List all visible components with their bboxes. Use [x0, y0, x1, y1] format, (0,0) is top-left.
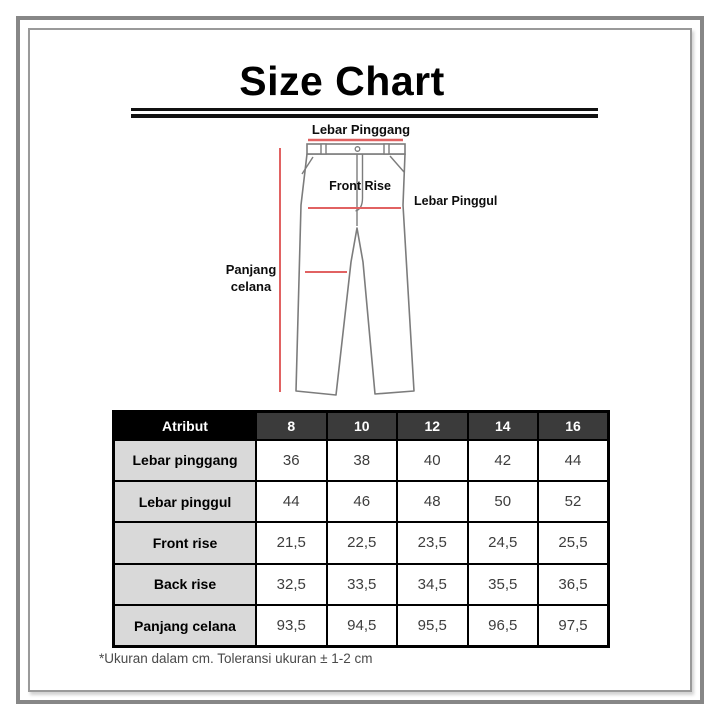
row-label: Front rise [114, 522, 257, 563]
size-tolerance-footnote: *Ukuran dalam cm. Toleransi ukuran ± 1-2 cm [99, 651, 373, 666]
cell-value: 35,5 [468, 564, 539, 605]
cell-value: 95,5 [397, 605, 468, 646]
cell-value: 44 [256, 481, 327, 522]
cell-value: 32,5 [256, 564, 327, 605]
cell-value: 38 [327, 440, 398, 481]
belt-loop-right [384, 144, 389, 154]
cell-value: 96,5 [468, 605, 539, 646]
hip-label: Lebar Pinggul [414, 194, 498, 208]
header-cell-attribut: Atribut [114, 412, 257, 440]
cell-value: 94,5 [327, 605, 398, 646]
cell-value: 25,5 [538, 522, 609, 563]
row-label: Back rise [114, 564, 257, 605]
belt-loop-left [321, 144, 326, 154]
cell-value: 34,5 [397, 564, 468, 605]
cell-value: 93,5 [256, 605, 327, 646]
cell-value: 40 [397, 440, 468, 481]
cell-value: 42 [468, 440, 539, 481]
title-divider [131, 108, 598, 118]
header-cell-size-14: 14 [468, 412, 539, 440]
cell-value: 44 [538, 440, 609, 481]
waist-label: Lebar Pinggang [311, 122, 411, 137]
header-cell-size-12: 12 [397, 412, 468, 440]
waist-button [355, 147, 360, 152]
size-table-header-row [114, 412, 609, 440]
cell-value: 36 [256, 440, 327, 481]
table-row [114, 481, 609, 522]
header-cell-size-8: 8 [256, 412, 327, 440]
table-row [114, 522, 609, 563]
header-cell-size-16: 16 [538, 412, 609, 440]
cell-value: 48 [397, 481, 468, 522]
cell-value: 23,5 [397, 522, 468, 563]
table-row [114, 605, 609, 646]
cell-value: 24,5 [468, 522, 539, 563]
table-row [114, 440, 609, 481]
table-row [114, 564, 609, 605]
row-label: Panjang celana [114, 605, 257, 646]
title-divider-thin-line [131, 108, 598, 111]
page-title: Size Chart [239, 58, 445, 104]
row-label: Lebar pinggang [114, 440, 257, 481]
cell-value: 46 [327, 481, 398, 522]
length-label: Panjang celana [225, 262, 277, 294]
cell-value: 36,5 [538, 564, 609, 605]
cell-value: 22,5 [327, 522, 398, 563]
cell-value: 50 [468, 481, 539, 522]
cell-value: 33,5 [327, 564, 398, 605]
cell-value: 52 [538, 481, 609, 522]
header-cell-size-10: 10 [327, 412, 398, 440]
cell-value: 97,5 [538, 605, 609, 646]
size-table [112, 410, 610, 648]
title-divider-thick-line [131, 114, 598, 118]
row-label: Lebar pinggul [114, 481, 257, 522]
cell-value: 21,5 [256, 522, 327, 563]
front-rise-label: Front Rise [329, 179, 391, 193]
